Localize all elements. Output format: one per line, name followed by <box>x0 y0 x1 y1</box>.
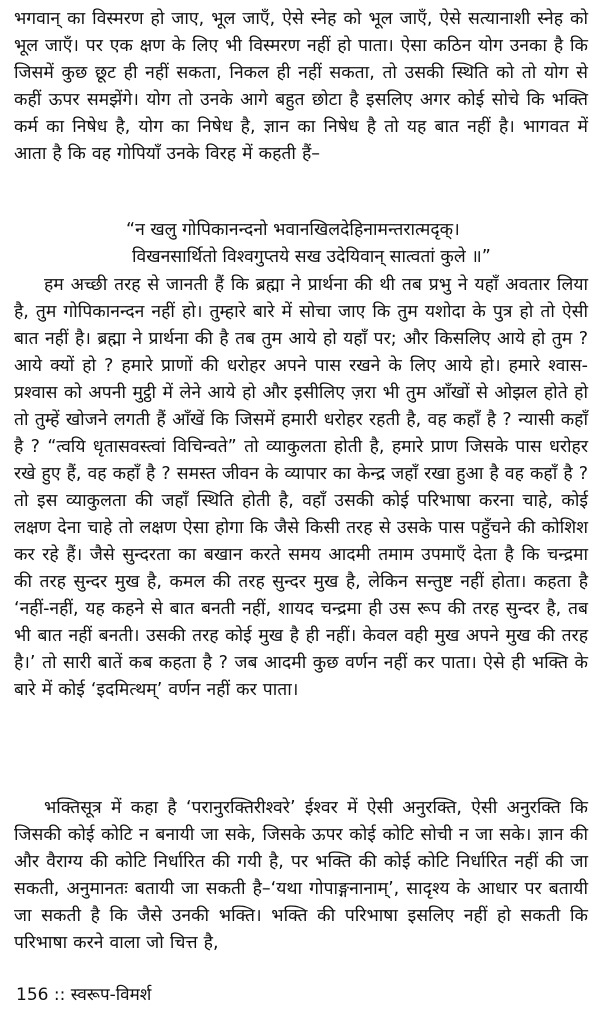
page-footer: 156 :: स्वरूप-विमर्श <box>16 985 152 1005</box>
verse-line-1: “न खलु गोपिकानन्दनो भवानखिलदेहिनामन्तरात्मदृक्। <box>126 220 460 240</box>
sanskrit-verse <box>126 217 586 271</box>
paragraph-2: हम अच्छी तरह से जानती हैं कि ब्रह्मा ने प्रार्थना की थी तब प्रभु ने यहाँ अवतार लिया है, तुम गोपिकानन्दन नहीं हो। तुम्हारे बारे में सोचा जाए कि तुम यशोदा के पुत्र हो तो ऐसी बात नहीं है। ब्रह्मा ने प्रार्थना की है तब तुम आये हो यहाँ पर; और किसलिए आये हो तुम ? आये क्यों हो ? हमारे प्राणों की धरोहर अपने पास रखने के लिए आये हो। हमारे श्वास-प्रश्वास को अपनी मुट्ठी में लेने आये हो और इसीलिए ज़रा भी तुम आँखों से ओझल होते हो तो तुम्हें खोजने लगती हैं आँखें कि जिसमें हमारी धरोहर रहती है, वह कहाँ है ? न्यासी कहाँ है ? “त्वयि धृतासवस्त्वां विचिन्वते” तो व्याकुलता होती है, हमारे प्राण जिसके पास धरोहर रखे हुए हैं, वह कहाँ है ? समस्त जीवन के व्यापार का केन्द्र जहाँ रखा हुआ है वह कहाँ है ? तो इस व्याकुलता की जहाँ स्थिति होती है, वहाँ उसकी कोई परिभाषा करना चाहे, कोई लक्षण देना चाहे तो लक्षण ऐसा होगा कि जैसे किसी तरह से उसके पास पहुँचने की कोशिश कर रहे हैं। जैसे सुन्दरता का बखान करते समय आदमी तमाम उपमाएँ देता है कि चन्द्रमा की तरह सुन्दर मुख है, कमल की तरह सुन्दर मुख है, लेकिन सन्तुष्ट नहीं होता। कहता है ‘नहीं-नहीं, यह कहने से बात बनती नहीं, शायद चन्द्रमा ही उस रूप की तरह सुन्दर है, तब भी बात नहीं बनती। उसकी तरह कोई मुख है ही नहीं। केवल वही मुख अपने मुख की तरह है।’ तो सारी बातें कब कहता है ? जब आदमी कुछ वर्णन नहीं कर पाता। ऐसे ही भक्ति के बारे में कोई ‘इदमित्थम्’ वर्णन नहीं कर पाता। <box>14 275 588 700</box>
paragraph-1: भगवान् का विस्मरण हो जाए, भूल जाएँ, ऐसे स्नेह को भूल जाएँ, ऐसे सत्यानाशी स्नेह को भूल जाएँ। पर एक क्षण के लिए भी विस्मरण नहीं हो पाता। ऐसा कठिन योग उनका है कि जिसमें कुछ छूट ही नहीं सकता, निकल ही नहीं सकता, तो उसकी स्थिति को तो योग से कहीं ऊपर समझेंगे। योग तो उनके आगे बहुत छोटा है इसलिए अगर कोई सोचे कि भक्ति कर्म का निषेध है, योग का निषेध है, ज्ञान का निषेध है तो यह बात नहीं है। भागवत में आता है कि वह गोपियाँ उनके विरह में कहती हैं– <box>14 9 588 164</box>
paragraph-3: भक्तिसूत्र में कहा है ‘परानुरक्तिरीश्वरे’ ईश्वर में ऐसी अनुरक्ति, ऐसी अनुरक्ति कि जिसकी कोई कोटि न बनायी जा सके, जिसके ऊपर कोई कोटि सोची न जा सके। ज्ञान की और वैराग्य की कोटि निर्धारित की गयी है, पर भक्ति की कोई कोटि निर्धारित नहीं की जा सकती, अनुमानतः बतायी जा सकती है–‘यथा गोपाङ्गनानाम्’, सादृश्य के आधार पर बतायी जा सकती है कि जैसे उनकी भक्ति। भक्ति की परिभाषा इसलिए नहीं हो सकती कि परिभाषा करने वाला जो चित्त है, <box>14 798 588 953</box>
verse-line-2: विखनसार्थितो विश्वगुप्तये सख उदेयिवान् सात्वतां कुले ॥” <box>132 247 491 267</box>
